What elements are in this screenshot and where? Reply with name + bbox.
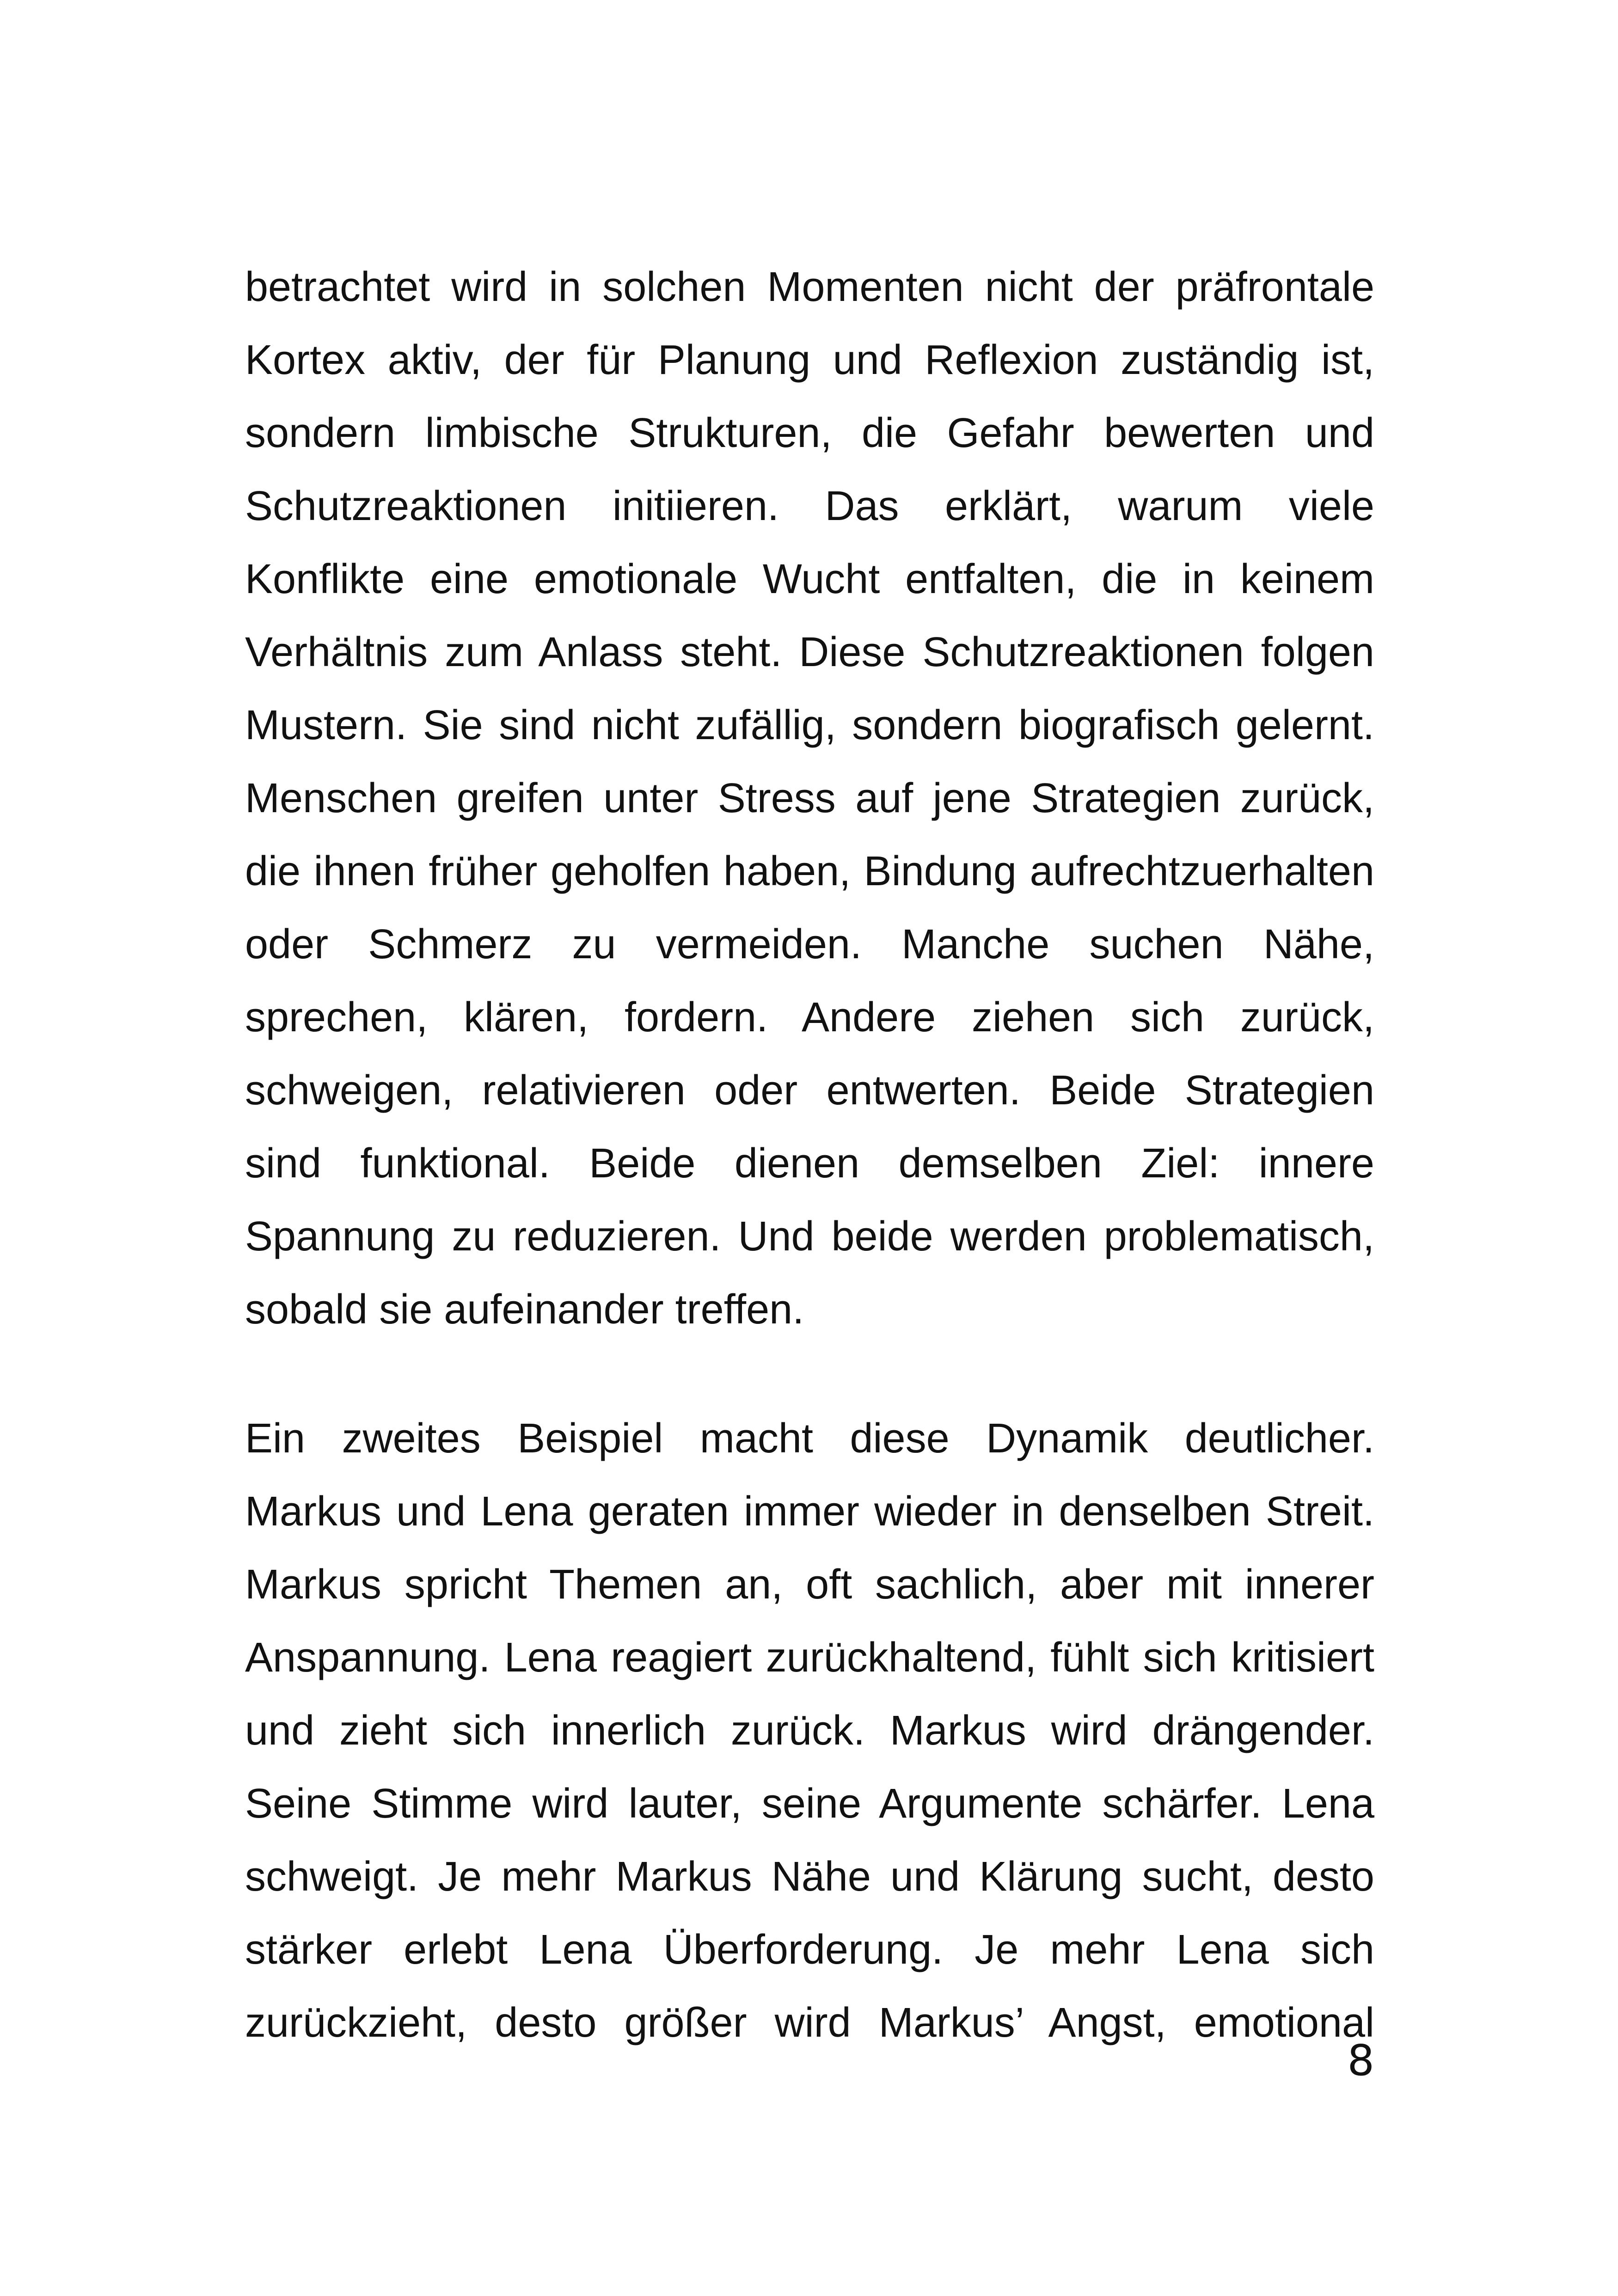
text-line: sondern limbische Strukturen, die Gefahr bewerten und <box>245 410 1374 456</box>
text-line: betrachtet wird in solchen Momenten nicht der präfrontale <box>245 264 1374 310</box>
text-line: Markus und Lena geraten immer wieder in denselben Streit. <box>245 1488 1374 1535</box>
page-number: 8 <box>1347 2036 1374 2085</box>
text-line: und zieht sich innerlich zurück. Markus wird drängender. <box>245 1708 1374 1754</box>
text-line: Markus spricht Themen an, oft sachlich, aber mit innerer <box>245 1561 1374 1608</box>
text-line: stärker erlebt Lena Überforderung. Je mehr Lena sich <box>245 1927 1374 1973</box>
text-line: oder Schmerz zu vermeiden. Manche suchen Nähe, <box>245 921 1374 967</box>
text-line: Anspannung. Lena reagiert zurückhaltend, fühlt sich kritisiert <box>245 1635 1374 1681</box>
text-line: schweigen, relativieren oder entwerten. Beide Strategien <box>245 1067 1374 1114</box>
text-line: Kortex aktiv, der für Planung und Reflexion zuständig ist, <box>245 337 1374 383</box>
text-line: Ein zweites Beispiel macht diese Dynamik deutlicher. <box>245 1415 1374 1462</box>
text-line: sobald sie aufeinander treffen. <box>245 1286 804 1333</box>
text-line: Konflikte eine emotionale Wucht entfalten, die in keinem <box>245 556 1374 602</box>
text-line: zurückzieht, desto größer wird Markus’ Angst, emotional <box>245 2000 1374 2046</box>
body-paragraph-1 <box>245 251 1374 1346</box>
text-line: Seine Stimme wird lauter, seine Argumente schärfer. Lena <box>245 1781 1374 1827</box>
text-line: Schutzreaktionen initiieren. Das erklärt, warum viele <box>245 483 1374 529</box>
body-paragraph-2 <box>245 1402 1374 2059</box>
text-line: Mustern. Sie sind nicht zufällig, sondern biografisch gelernt. <box>245 702 1374 748</box>
text-line: sprechen, klären, fordern. Andere ziehen sich zurück, <box>245 994 1374 1041</box>
text-line: Spannung zu reduzieren. Und beide werden problematisch, <box>245 1213 1374 1260</box>
text-line: schweigt. Je mehr Markus Nähe und Klärung sucht, desto <box>245 1854 1374 1900</box>
text-line: Menschen greifen unter Stress auf jene Strategien zurück, <box>245 775 1374 821</box>
text-line: die ihnen früher geholfen haben, Bindung aufrechtzuerhalten <box>245 848 1374 894</box>
text-line: sind funktional. Beide dienen demselben Ziel: innere <box>245 1140 1374 1187</box>
text-line: Verhältnis zum Anlass steht. Diese Schutzreaktionen folgen <box>245 629 1374 675</box>
